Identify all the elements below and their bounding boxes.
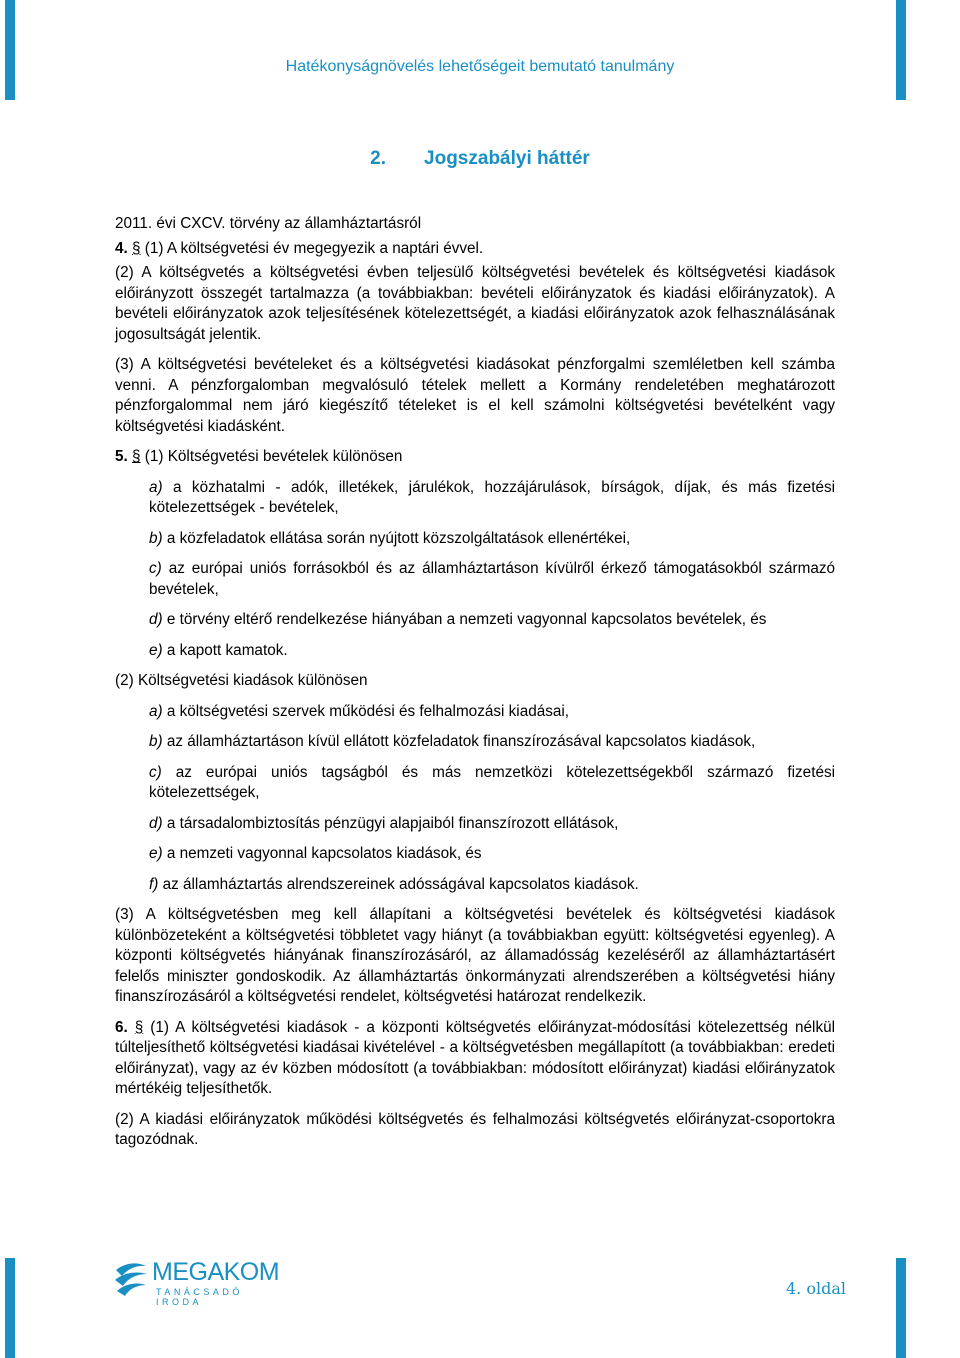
list-item: b) a közfeladatok ellátása során nyújtott közszolgáltatások ellenértékei, (149, 529, 631, 547)
s4-p1 (115, 239, 835, 260)
list-item: a) a költségvetési szervek működési és felhalmozási kiadásai, (149, 702, 570, 720)
s5-number: 5. (115, 448, 128, 465)
bottom-left-edge-bar (5, 1258, 15, 1358)
s6-sign: § (134, 1018, 144, 1036)
megakom-logo (114, 1258, 284, 1307)
list-item: a) a közhatalmi - adók, illetékek, járulékok, hozzájárulások, bírságok, díjak, és más fizetési kötelezettségek - bevételek, (149, 478, 835, 516)
law-title: 2011. évi CXCV. törvény az államháztartásról (115, 215, 422, 232)
logo-name: MEGAKOM (152, 1258, 280, 1286)
s4-number: 4. (115, 239, 128, 257)
top-right-edge-bar (896, 0, 906, 100)
list-item: f) az államháztartás alrendszereinek adósságával kapcsolatos kiadások. (149, 875, 639, 893)
s5-sign: § (132, 448, 141, 465)
list-item: c) az európai uniós tagságból és más nemzetközi kötelezettségekből származó fizetési kötelezettségek, (149, 763, 835, 801)
s4-p1-text: (1) A költségvetési év megegyezik a naptári évvel. (144, 239, 484, 257)
s5-p3: (3) A költségvetésben meg kell állapítani a költségvetési bevételek és költségvetési kiadások különbözeteként a költségvetési többletet vagy hiányt (a továbbiakban együtt: költségvetési egyenleg). A központi költségvetés hiányának finanszírozásáról, az államadósság kezeléséről az államháztartásért felelős miniszter gondoskodik. Az államháztartás önkormányzati alrendszerében a költségvetési hiány finanszírozásáról a költségvetési rendelet, költségvetési határozat rendelkezik. (115, 906, 835, 1005)
s6-p2: (2) A kiadási előirányzatok működési költségvetés és felhalmozási költségvetés előirányzat-csoportokra tagozódnak. (115, 1110, 835, 1148)
list-item: e) a nemzeti vagyonnal kapcsolatos kiadások, és (149, 845, 482, 862)
logo-subtitle: TANÁCSADÓ IRODA (156, 1287, 243, 1307)
s4-sign: § (132, 239, 141, 257)
list-item: b) az államháztartáson kívül ellátott közfeladatok finanszírozásával kapcsolatos kiadások, (149, 733, 756, 750)
list-item: d) a társadalombiztosítás pénzügyi alapjaiból finanszírozott ellátások, (149, 814, 619, 832)
logo-mark-icon (114, 1260, 148, 1298)
s4-p2: (2) A költségvetés a költségvetési évben teljesülő költségvetési bevételek és költségvetési kiadások előirányzott összegét tartalmazza (a továbbiakban: bevételi előirányzatok és kiadási előirányzatok). A bevételi előirányzatok azok teljesítésének kötelezettségét, a kiadási előirányzatok azok felhasználásának jogosultságát jelentik. (115, 264, 835, 343)
s5-p1-text: (1) Költségvetési bevételek különösen (144, 448, 403, 465)
page-number: 4. oldal (786, 1279, 846, 1298)
section-heading (0, 148, 960, 170)
list-item: e) a kapott kamatok. (149, 641, 288, 659)
section-number: 2. (370, 148, 387, 169)
s6-number: 6. (115, 1018, 128, 1036)
running-header: Hatékonyságnövelés lehetőségeit bemutató tanulmány (285, 58, 675, 75)
s5-p1 (115, 447, 835, 468)
section-title: Jogszabályi háttér (424, 148, 590, 169)
document-body (115, 214, 835, 1161)
s6-p1-text: (1) A költségvetési kiadások - a központi költségvetés előirányzat-módosítási kötelezettség nélkül túlteljesíthető költségvetési kiadásai kivételével - a költségvetésben megállapított (a továbbiakban: eredeti előirányzat), vagy az év közben módosított (a továbbiakban: módosított előirányzat) kiadási előirányzatok mértékéig teljesíthetők. (115, 1018, 836, 1097)
list-item: d) e törvény eltérő rendelkezése hiányában a nemzeti vagyonnal kapcsolatos bevételek, és (149, 611, 767, 628)
s6-p1 (115, 1018, 835, 1100)
top-left-edge-bar (5, 0, 15, 100)
bottom-right-edge-bar (896, 1258, 906, 1358)
s5-p2: (2) Költségvetési kiadások különösen (115, 672, 368, 689)
s4-p3: (3) A költségvetési bevételeket és a költségvetési kiadásokat pénzforgalmi szemléletben kell számba venni. A pénzforgalomban megvalósuló tételek mellett a Kormány rendeletében meghatározott pénzforgalommal nem járó kiegészítő tételeket is el kell számolni költségvetési bevételként vagy költségvetési kiadásként. (115, 356, 835, 435)
list-item: c) az európai uniós forrásokból és az államháztartáson kívülről érkező támogatásokból származó bevételek, (149, 560, 835, 598)
